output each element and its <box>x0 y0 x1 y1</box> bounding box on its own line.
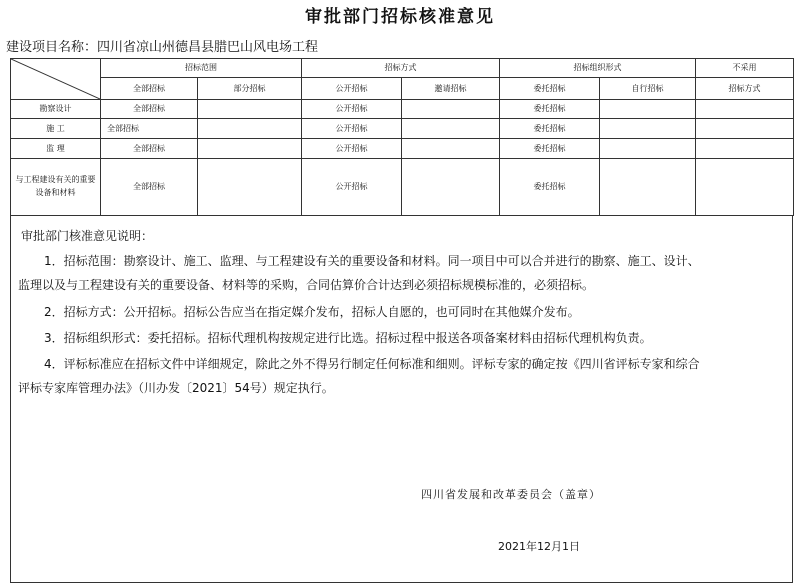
document-title: 审批部门招标核准意见 <box>305 7 495 27</box>
cell-open: 公开招标 <box>302 119 402 139</box>
row-item: 监 理 <box>11 139 101 159</box>
header-org: 招标组织形式 <box>500 59 696 78</box>
cell-entrusted: 委托招标 <box>500 119 600 139</box>
cell-self <box>600 100 696 119</box>
cell-invited <box>402 139 500 159</box>
opinion-item-3 <box>18 326 790 350</box>
approval-opinion-box <box>10 215 793 583</box>
issue-date: 2021年12月1日 <box>498 540 580 553</box>
cell-partial <box>198 119 302 139</box>
subheader-open: 公开招标 <box>302 78 402 100</box>
header-scope: 招标范围 <box>101 59 302 78</box>
opinion-item-1 <box>18 249 790 297</box>
project-label: 建设项目名称： <box>6 40 98 55</box>
table-row <box>11 119 794 139</box>
tender-approval-table <box>10 58 794 216</box>
opinion-item-3-line: 3．招标组织形式：委托招标。招标代理机构按规定进行比选。招标过程中报送各项备案材料由招标代理机构负责。 <box>44 331 652 345</box>
table-row <box>11 159 794 216</box>
opinion-heading: 审批部门核准意见说明： <box>21 229 154 243</box>
subheader-entrusted: 委托招标 <box>500 78 600 100</box>
cell-partial <box>198 159 302 216</box>
header-row-groups <box>11 59 794 78</box>
opinion-item-2-line: 2．招标方式：公开招标。招标公告应当在指定媒介发布，招标人自愿的，也可同时在其他媒介发布。 <box>44 305 580 319</box>
cell-full: 全部招标 <box>101 119 198 139</box>
cell-partial <box>198 139 302 159</box>
cell-open: 公开招标 <box>302 159 402 216</box>
subheader-self: 自行招标 <box>600 78 696 100</box>
cell-entrusted: 委托招标 <box>500 159 600 216</box>
row-item: 勘察设计 <box>11 100 101 119</box>
cell-self <box>600 139 696 159</box>
cell-full: 全部招标 <box>101 159 198 216</box>
table-row <box>11 100 794 119</box>
cell-self <box>600 119 696 139</box>
issuer-stamp-text: 四川省发展和改革委员会（盖章） <box>421 488 601 501</box>
cell-self <box>600 159 696 216</box>
diagonal-line <box>11 59 100 99</box>
subheader-no-tender-method: 招标方式 <box>696 78 794 100</box>
opinion-item-1-line-1: 1．招标范围：勘察设计、施工、监理、与工程建设有关的重要设备和材料。同一项目中可以合并进行的勘察、施工、设计、 <box>44 254 700 268</box>
subheader-full: 全部招标 <box>101 78 198 100</box>
header-no-tender: 不采用 <box>696 59 794 78</box>
opinion-item-2 <box>18 300 790 324</box>
cell-none <box>696 100 794 119</box>
table-row <box>11 139 794 159</box>
cell-full: 全部招标 <box>101 139 198 159</box>
cell-partial <box>198 100 302 119</box>
cell-invited <box>402 119 500 139</box>
cell-none <box>696 119 794 139</box>
cell-full: 全部招标 <box>101 100 198 119</box>
cell-open: 公开招标 <box>302 100 402 119</box>
cell-entrusted: 委托招标 <box>500 100 600 119</box>
cell-invited <box>402 159 500 216</box>
header-method: 招标方式 <box>302 59 500 78</box>
cell-none <box>696 159 794 216</box>
opinion-item-1-line-2: 监理以及与工程建设有关的重要设备、材料等的采购，合同估算价合计达到必须招标规模标准的，必须招标。 <box>18 278 595 292</box>
subheader-partial: 部分招标 <box>198 78 302 100</box>
cell-open: 公开招标 <box>302 139 402 159</box>
cell-none <box>696 139 794 159</box>
project-name-line <box>6 36 318 55</box>
row-item: 施 工 <box>11 119 101 139</box>
opinion-item-4-line-1: 4．评标标准应在招标文件中详细规定，除此之外不得另行制定任何标准和细则。评标专家的确定按《四川省评标专家和综合 <box>44 357 700 371</box>
row-item: 与工程建设有关的重要设备和材料 <box>11 159 101 216</box>
project-name: 四川省凉山州德昌县腊巴山风电场工程 <box>97 40 319 55</box>
subheader-invited: 邀请招标 <box>402 78 500 100</box>
cell-entrusted: 委托招标 <box>500 139 600 159</box>
diagonal-header-cell <box>11 59 101 100</box>
opinion-item-4-line-2: 评标专家库管理办法》（川办发〔2021〕54号）规定执行。 <box>18 381 334 395</box>
cell-invited <box>402 100 500 119</box>
opinion-item-4 <box>18 352 790 400</box>
header-row-sub <box>11 78 794 100</box>
